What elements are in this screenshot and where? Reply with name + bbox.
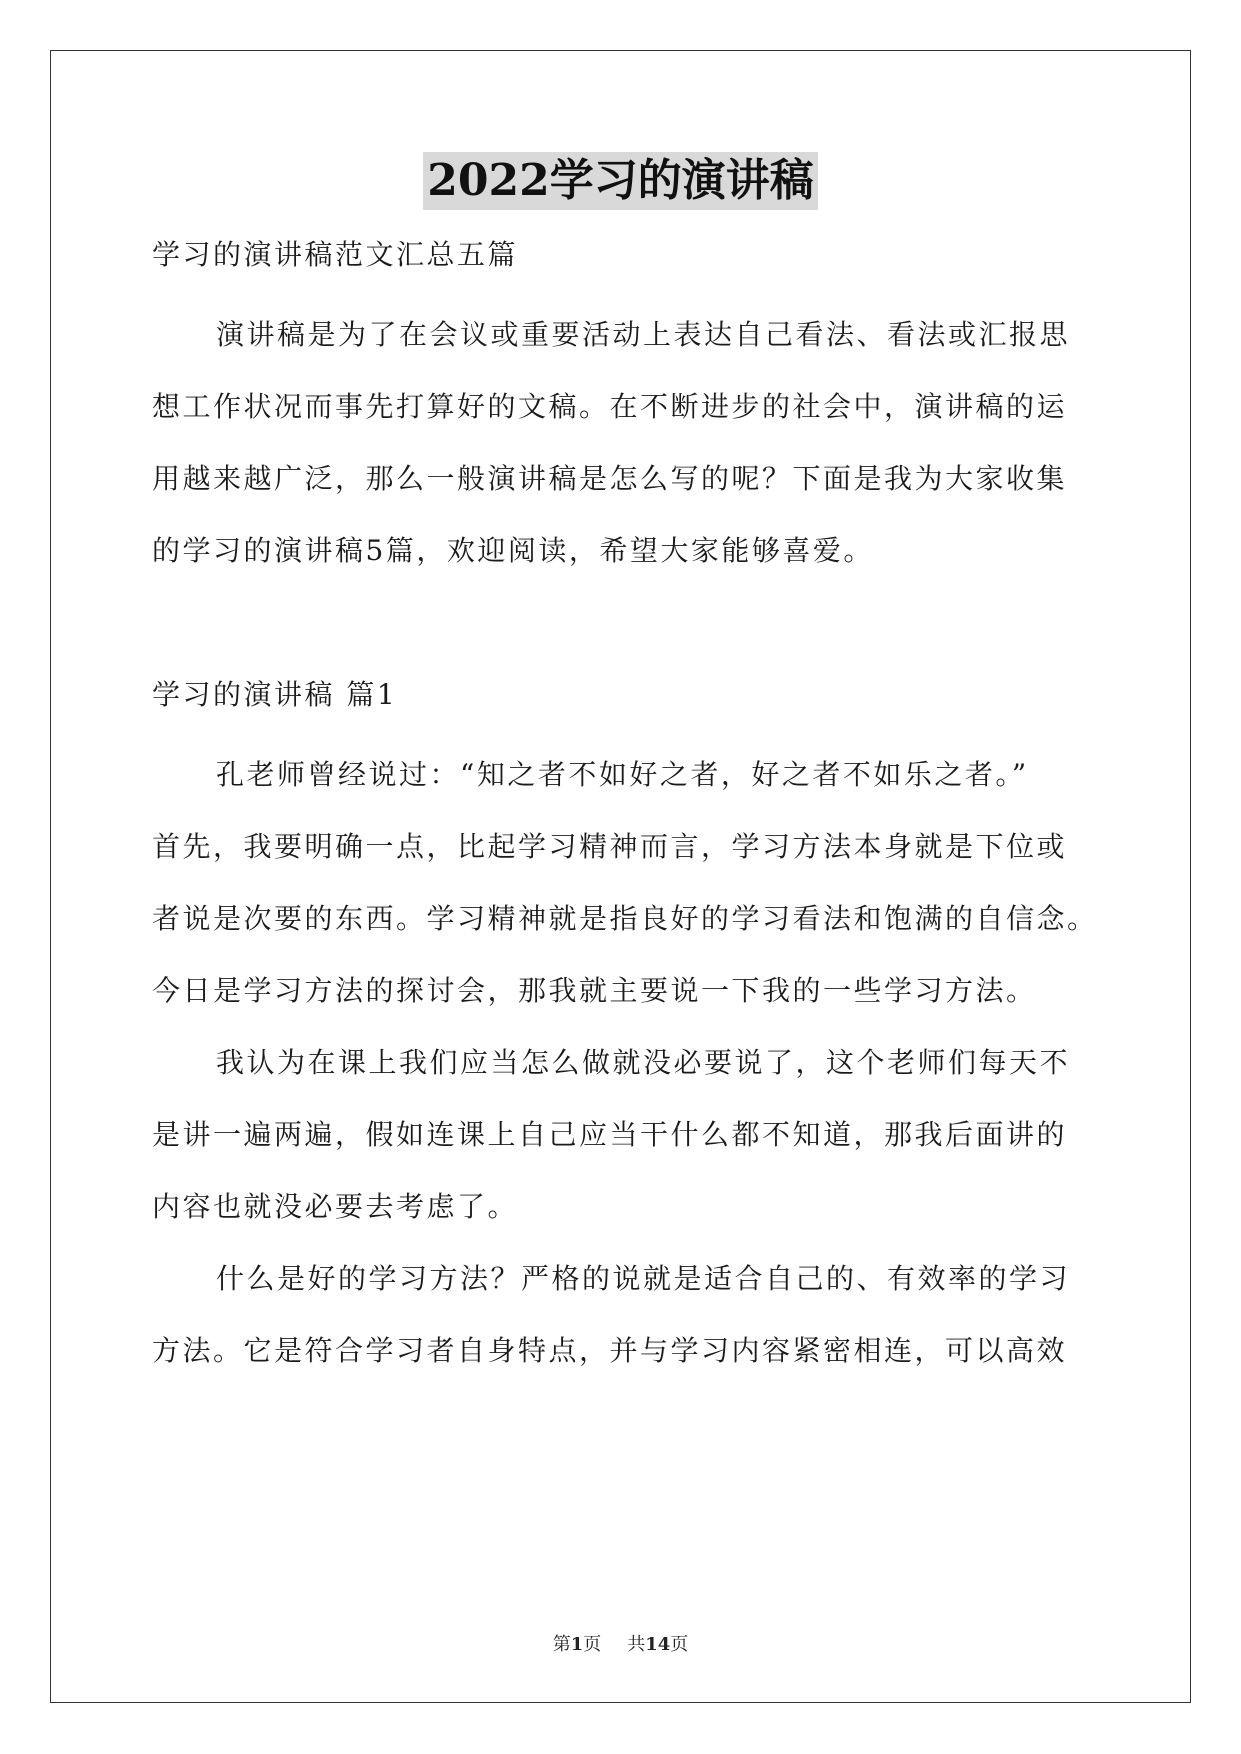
intro-line-3: 用越来越广泛，那么一般演讲稿是怎么写的呢？下面是我为大家收集 bbox=[152, 462, 1068, 495]
intro-line-4: 的学习的演讲稿5篇，欢迎阅读，希望大家能够喜爱。 bbox=[152, 534, 874, 567]
total-suffix: 页 bbox=[670, 1634, 689, 1655]
total-pages: 14 bbox=[645, 1634, 671, 1655]
page-footer bbox=[0, 1630, 1241, 1656]
body-line-4: 今日是学习方法的探讨会，那我就主要说一下我的一些学习方法。 bbox=[152, 974, 1037, 1007]
body-line-9: 方法。它是符合学习者自身特点，并与学习内容紧密相连，可以高效 bbox=[152, 1334, 1068, 1367]
body-line-5: 我认为在课上我们应当怎么做就没必要说了，这个老师们每天不 bbox=[216, 1046, 1071, 1079]
page-suffix: 页 bbox=[583, 1634, 602, 1655]
body-line-3: 者说是次要的东西。学习精神就是指良好的学习看法和饱满的自信念。 bbox=[152, 902, 1098, 935]
intro-line-2: 想工作状况而事先打算好的文稿。在不断进步的社会中，演讲稿的运 bbox=[152, 390, 1068, 423]
page-border bbox=[50, 50, 1191, 1703]
title-container bbox=[0, 152, 1241, 210]
document-subtitle: 学习的演讲稿范文汇总五篇 bbox=[152, 238, 519, 271]
body-line-7: 内容也就没必要去考虑了。 bbox=[152, 1190, 519, 1223]
body-line-6: 是讲一遍两遍，假如连课上自己应当干什么都不知道，那我后面讲的 bbox=[152, 1118, 1068, 1151]
page-number: 1 bbox=[570, 1634, 584, 1655]
section-heading: 学习的演讲稿 篇1 bbox=[152, 678, 398, 711]
body-line-1: 孔老师曾经说过：“知之者不如好之者，好之者不如乐之者。” bbox=[216, 758, 1029, 791]
page-prefix: 第 bbox=[552, 1634, 571, 1655]
body-line-2: 首先，我要明确一点，比起学习精神而言，学习方法本身就是下位或 bbox=[152, 830, 1068, 863]
total-prefix: 共 bbox=[627, 1634, 646, 1655]
intro-line-1: 演讲稿是为了在会议或重要活动上表达自己看法、看法或汇报思 bbox=[216, 318, 1071, 351]
body-line-8: 什么是好的学习方法？严格的说就是适合自己的、有效率的学习 bbox=[216, 1262, 1071, 1295]
document-title: 2022学习的演讲稿 bbox=[423, 152, 817, 210]
